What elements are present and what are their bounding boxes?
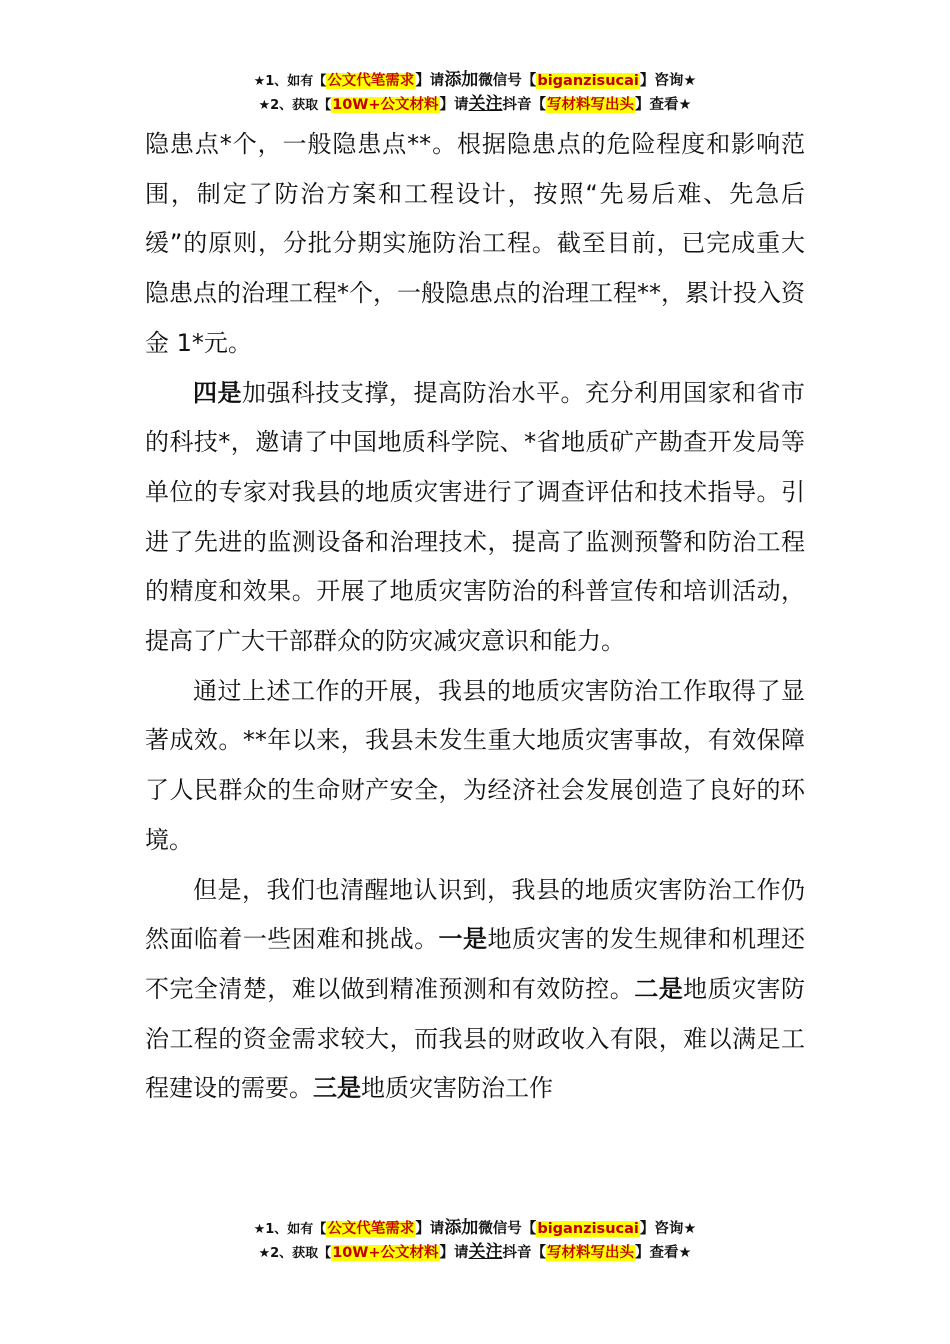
wechat-id: biganzisucai <box>537 73 639 89</box>
banner-highlight: 公文代笔需求 <box>327 1221 415 1237</box>
footer-banner <box>0 1216 950 1264</box>
douyin-account: 写材料写出头 <box>547 97 635 113</box>
wechat-id: biganzisucai <box>537 1221 639 1237</box>
banner-highlight: 10W+公文材料 <box>332 1245 439 1261</box>
banner-line-1: ★1、如有【公文代笔需求】请添加微信号【biganzisucai】咨询★ <box>253 70 697 90</box>
paragraph-2: 四是加强科技支撑，提高防治水平。充分利用国家和省市的科技*，邀请了中国地质科学院、*省地质矿产勘查开发局等单位的专家对我县的地质灾害进行了调查评估和技术指导。引进了先进的监测设备和治理技术，提高了监测预警和防治工程的精度和效果。开展了地质灾害防治的科普宣传和培训活动，提高了广大干部群众的防灾减灾意识和能力。 <box>145 378 805 656</box>
paragraph-lead: 四是 <box>193 378 242 407</box>
banner-highlight: 10W+公文材料 <box>332 97 439 113</box>
banner-highlight: 公文代笔需求 <box>327 73 415 89</box>
document-body <box>145 120 805 1114</box>
paragraph-3: 通过上述工作的开展，我县的地质灾害防治工作取得了显著成效。**年以来，我县未发生重大地质灾害事故，有效保障了人民群众的生命财产安全，为经济社会发展创造了良好的环境。 <box>145 676 805 854</box>
banner-line-2: ★2、获取【10W+公文材料】请关注抖音【写材料写出头】查看★ <box>258 1242 692 1262</box>
paragraph-4: 但是，我们也清醒地认识到，我县的地质灾害防治工作仍然面临着一些困难和挑战。一是地质灾害的发生规律和机理还不完全清楚，难以做到精准预测和有效防控。二是地质灾害防治工程的资金需求较大，而我县的财政收入有限，难以满足工程建设的需要。三是地质灾害防治工作 <box>145 875 806 1103</box>
header-banner <box>0 68 950 116</box>
banner-line-2: ★2、获取【10W+公文材料】请关注抖音【写材料写出头】查看★ <box>258 94 692 114</box>
banner-line-1: ★1、如有【公文代笔需求】请添加微信号【biganzisucai】咨询★ <box>253 1218 697 1238</box>
douyin-account: 写材料写出头 <box>547 1245 635 1261</box>
paragraph-1: 隐患点*个，一般隐患点**。根据隐患点的危险程度和影响范围，制定了防治方案和工程设计，按照“先易后难、先急后缓”的原则，分批分期实施防治工程。截至目前，已完成重大隐患点的治理工程*个，一般隐患点的治理工程**，累计投入资金 1*元。 <box>145 130 805 357</box>
